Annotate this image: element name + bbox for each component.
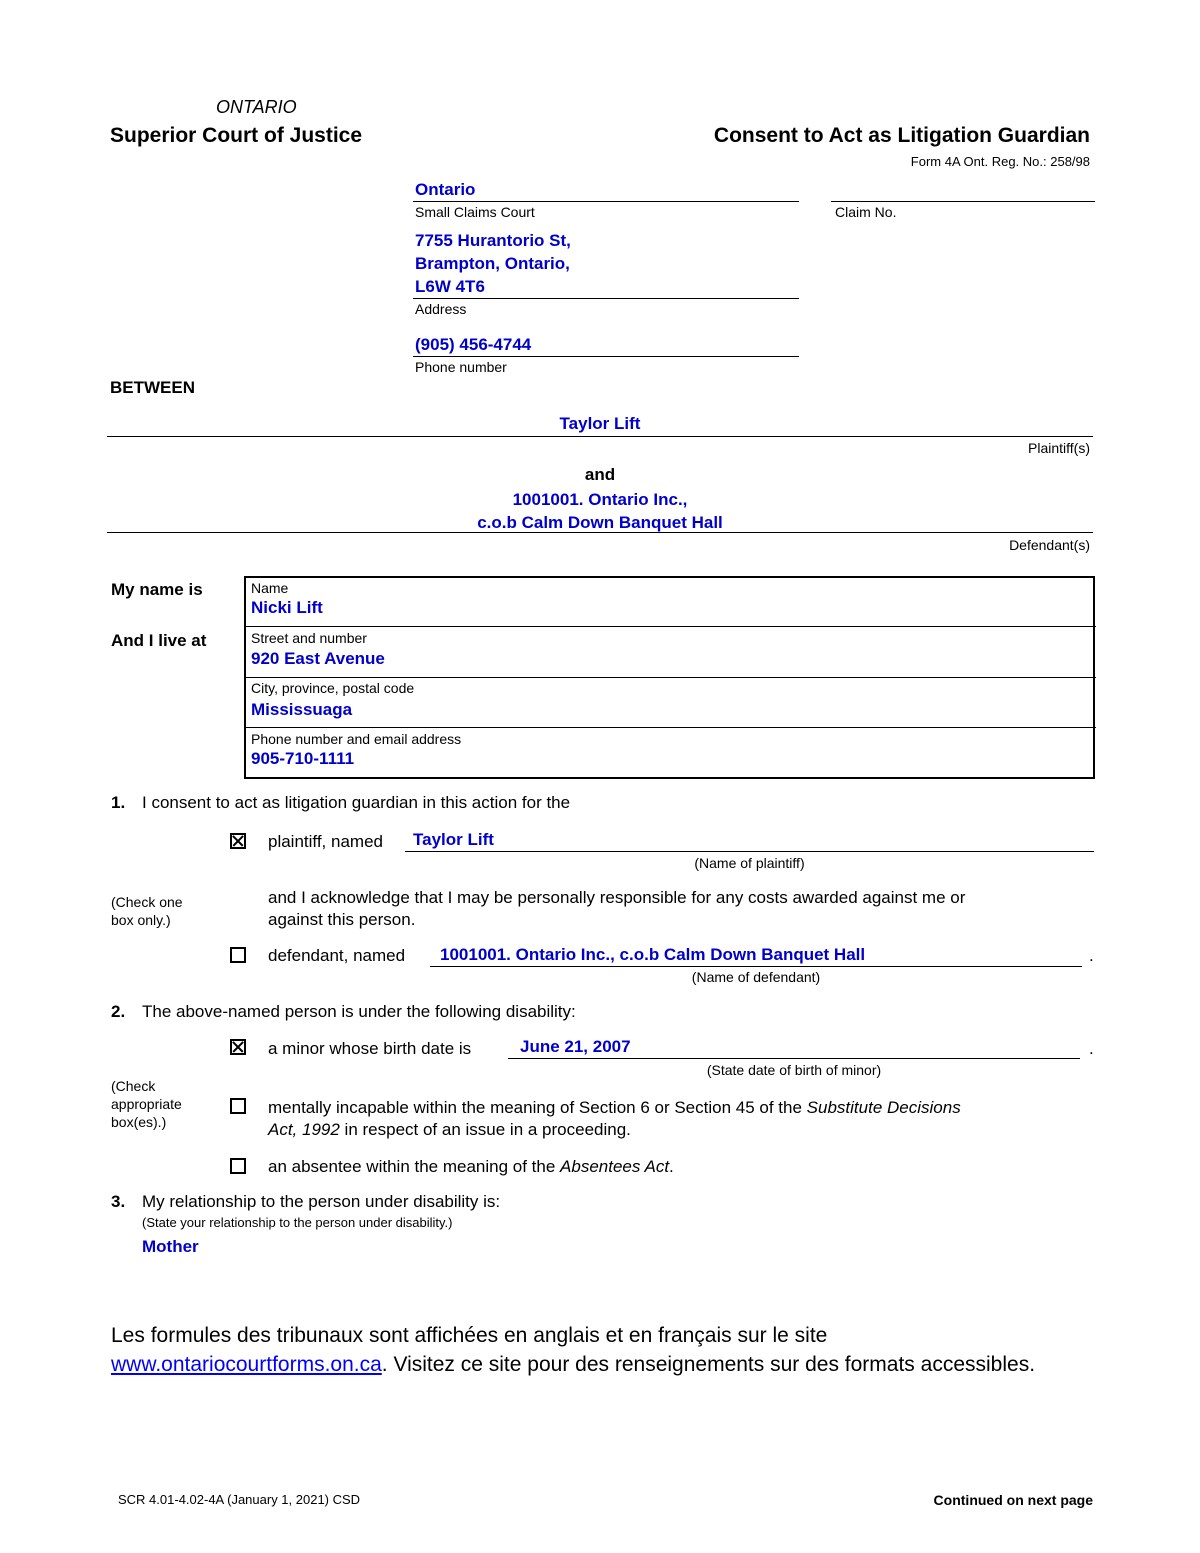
claim-number-label: Claim No. (835, 204, 897, 220)
section-1-text: I consent to act as litigation guardian in this action for the (142, 793, 571, 812)
acknowledge-text: and I acknowledge that I may be personally responsible for any costs awarded against me or against this person. (268, 888, 966, 929)
relationship-hint: (State your relationship to the person under disability.) (142, 1215, 453, 1230)
defendant-line (107, 532, 1093, 533)
section-3-text: My relationship to the person under disability is: (142, 1192, 501, 1211)
court-forms-link[interactable]: www.ontariocourtforms.on.ca (111, 1353, 382, 1376)
birth-date-caption: (State date of birth of minor) (706, 1062, 882, 1078)
section-1-number: 1. (111, 793, 126, 812)
plaintiff-label: Plaintiff(s) (1028, 440, 1090, 456)
mental-incapacity-text: mentally incapable within the meaning of Section 6 or Section 45 of the Substitute Decisions Act, 1992 in respect of an issue in a proceeding. (268, 1098, 961, 1139)
defendant-label: Defendant(s) (1009, 537, 1090, 553)
form-number: Form 4A Ont. Reg. No.: 258/98 (910, 154, 1090, 169)
birth-date-field[interactable]: June 21, 2007 (520, 1037, 631, 1056)
court-name-field[interactable]: Ontario (415, 180, 476, 199)
plaintiff-line (107, 436, 1093, 437)
plaintiff-caption: (Name of plaintiff) (694, 855, 805, 871)
defendant-name-field[interactable]: 1001001. Ontario Inc., c.o.b Calm Down Banquet Hall (477, 490, 723, 532)
language-notice: Les formules des tribunaux sont affichées en anglais et en français sur le site www.ontariocourtforms.on.ca. Visitez ce site pour des renseignements sur des formats accessibles. (111, 1324, 1036, 1376)
plaintiff-named-field[interactable]: Taylor Lift (413, 830, 494, 849)
birth-date-line (508, 1058, 1080, 1059)
continued-note: Continued on next page (933, 1492, 1093, 1508)
minor-option-label: a minor whose birth date is (268, 1039, 472, 1058)
defendant-named-field[interactable]: 1001001. Ontario Inc., c.o.b Calm Down Banquet Hall (440, 945, 866, 964)
mental-checkbox[interactable] (230, 1098, 246, 1114)
plaintiff-name-field[interactable]: Taylor Lift (559, 414, 641, 433)
my-name-prompt: My name is (111, 580, 203, 599)
street-label: Street and number (251, 630, 367, 646)
court-title: Superior Court of Justice (110, 124, 363, 147)
live-at-prompt: And I live at (111, 631, 207, 650)
plaintiff-checkbox[interactable] (230, 833, 246, 849)
section-3-number: 3. (111, 1192, 126, 1211)
and-label: and (584, 465, 616, 484)
province-label: ONTARIO (216, 97, 297, 117)
absentee-text: an absentee within the meaning of the Absentees Act. (268, 1157, 674, 1176)
plaintiff-named-line (405, 851, 1094, 852)
guardian-name-label: Name (251, 580, 289, 596)
contact-field[interactable]: 905-710-1111 (251, 749, 355, 768)
court-address-field[interactable]: 7755 Hurantorio St, Brampton, Ontario, L6W 4T6 (415, 231, 571, 296)
box-divider (246, 727, 1096, 728)
claim-number-field[interactable] (831, 201, 1095, 202)
city-label: City, province, postal code (251, 680, 415, 696)
street-field[interactable]: 920 East Avenue (251, 649, 385, 668)
section-2-text: The above-named person is under the following disability: (142, 1002, 576, 1021)
court-name-line (413, 201, 799, 202)
court-phone-field[interactable]: (905) 456-4744 (415, 335, 532, 354)
check-one-note: (Check one box only.) (111, 894, 183, 928)
guardian-name-field[interactable]: Nicki Lift (251, 598, 323, 617)
contact-label: Phone number and email address (251, 731, 462, 747)
phone-label: Phone number (415, 359, 507, 375)
defendant-option-label: defendant, named (268, 946, 406, 965)
phone-line (413, 356, 799, 357)
box-divider (246, 626, 1096, 627)
plaintiff-option-label: plaintiff, named (268, 832, 383, 851)
minor-period: . (1089, 1039, 1094, 1058)
defendant-checkbox[interactable] (230, 947, 246, 963)
absentee-checkbox[interactable] (230, 1158, 246, 1174)
check-appropriate-note: (Check appropriate box(es).) (111, 1078, 182, 1130)
defendant-period: . (1089, 946, 1094, 965)
section-2-number: 2. (111, 1002, 126, 1021)
court-name-label: Small Claims Court (415, 204, 535, 220)
address-line (413, 298, 799, 299)
box-divider (246, 677, 1096, 678)
defendant-named-line (430, 966, 1082, 967)
city-field[interactable]: Mississuaga (251, 700, 353, 719)
form-code: SCR 4.01-4.02-4A (January 1, 2021) CSD (118, 1492, 361, 1507)
minor-checkbox[interactable] (230, 1039, 246, 1055)
relationship-field[interactable]: Mother (142, 1237, 199, 1256)
between-label: BETWEEN (110, 378, 195, 397)
address-label: Address (415, 301, 467, 317)
defendant-caption: (Name of defendant) (691, 969, 821, 985)
form-title: Consent to Act as Litigation Guardian (713, 124, 1090, 147)
